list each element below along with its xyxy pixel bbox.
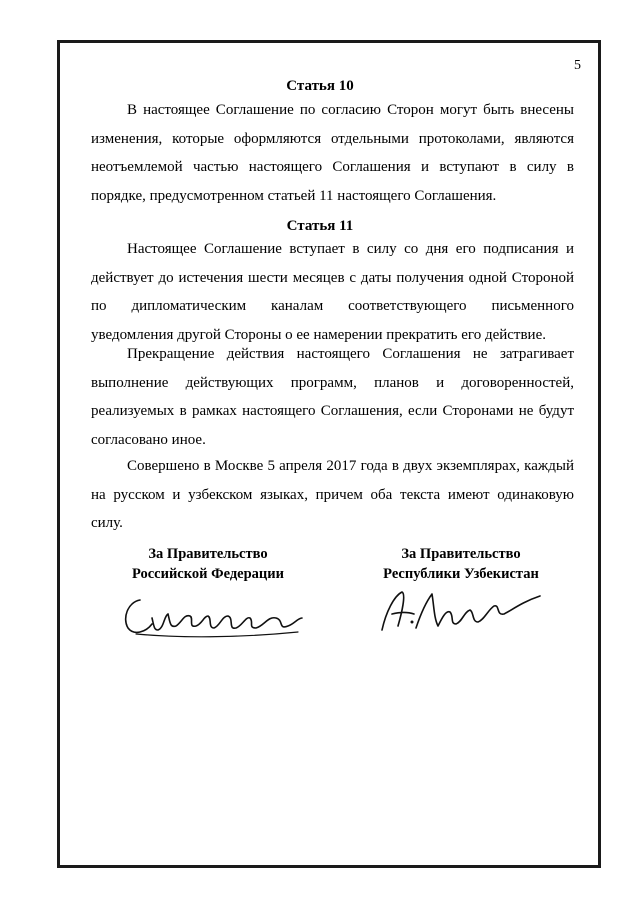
article-11-paragraph-2: Прекращение действия настоящего Соглашения не затрагивает выполнение действующих программ, планов и договоренностей, реализуемых в рамках настоящего Соглашения, если Сторонами не будут согласовано иное. <box>91 346 574 448</box>
closing-paragraph: Совершено в Москве 5 апреля 2017 года в двух экземплярах, каждый на русском и узбекском языках, причем оба текста имеют одинаковую силу. <box>91 458 574 531</box>
signature-uzbekistan <box>372 582 552 642</box>
signatory-russia-line2: Российской Федерации <box>131 566 284 582</box>
page-number: 5 <box>574 58 581 73</box>
signature-russia <box>118 588 308 643</box>
signatory-russia <box>98 544 318 584</box>
signatory-uzbekistan-line1: За Правительство <box>401 546 521 562</box>
signatory-uzbekistan-line2: Республики Узбекистан <box>383 566 539 582</box>
signatory-russia-line1: За Правительство <box>148 546 268 562</box>
article-11-paragraph-1: Настоящее Соглашение вступает в силу со дня его подписания и действует до истечения шести месяцев с даты получения одной Стороной по дипломатическим каналам соответствующего письменного уведомления другой Стороны о ее намерении прекратить его действие. <box>91 241 574 343</box>
article-10-paragraph: В настоящее Соглашение по согласию Сторон могут быть внесены изменения, которые оформляются отдельными протоколами, являются неотъемлемой частью настоящего Соглашения и вступают в силу в порядке, предусмотренном статьей 11 настоящего Соглашения. <box>91 102 574 204</box>
article-11-heading: Статья 11 <box>286 218 354 234</box>
article-10-heading: Статья 10 <box>286 78 354 94</box>
signatory-uzbekistan <box>351 544 571 584</box>
